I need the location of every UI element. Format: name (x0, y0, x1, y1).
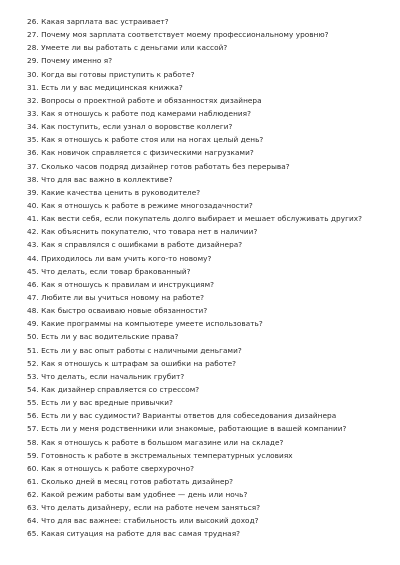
question-item: 48. Как быстро осваиваю новые обязанности? (27, 306, 208, 316)
question-item: 28. Умеете ли вы работать с деньгами или кассой? (27, 43, 228, 53)
question-item: 55. Есть ли у вас вредные привычки? (27, 398, 173, 408)
question-item: 45. Что делать, если товар бракованный? (27, 266, 191, 276)
question-item: 49. Какие программы на компьютере умеете использовать? (27, 319, 263, 329)
question-item: 34. Как поступить, если узнал о воровстве коллеги? (27, 122, 233, 132)
question-item: 27. Почему моя зарплата соответствует моему профессиональному уровню? (27, 30, 329, 40)
question-item: 46. Как я отношусь к правилам и инструкциям? (27, 279, 215, 289)
question-item: 32. Вопросы о проектной работе и обязанностях дизайнера (27, 95, 262, 105)
question-item: 39. Какие качества ценить в руководителе? (27, 187, 201, 197)
question-item: 42. Как объяснить покупателю, что товара нет в наличии? (27, 227, 258, 237)
question-item: 61. Сколько дней в месяц готов работать дизайнер? (27, 476, 234, 486)
question-item: 52. Как я отношусь к штрафам за ошибки на работе? (27, 358, 237, 368)
question-list (27, 15, 397, 541)
question-item: 57. Есть ли у меня родственники или знакомые, работающие в вашей компании? (27, 424, 347, 434)
question-item: 51. Есть ли у вас опыт работы с наличными деньгами? (27, 345, 242, 355)
question-item: 37. Сколько часов подряд дизайнер готов работать без перерыва? (27, 161, 290, 171)
question-item: 33. Как я отношусь к работе под камерами наблюдения? (27, 108, 252, 118)
question-item: 54. Как дизайнер справляется со стрессом? (27, 384, 200, 394)
question-item: 30. Когда вы готовы приступить к работе? (27, 69, 195, 79)
question-item: 35. Как я отношусь к работе стоя или на ногах целый день? (27, 135, 264, 145)
question-item: 60. Как я отношусь к работе сверхурочно? (27, 463, 195, 473)
question-item: 65. Какая ситуация на работе для вас самая трудная? (27, 529, 241, 539)
question-item: 56. Есть ли у вас судимости? Варианты ответов для собеседования дизайнера (27, 411, 337, 421)
question-item: 41. Как вести себя, если покупатель долго выбирает и мешает обслуживать других? (27, 214, 363, 224)
question-item: 62. Какой режим работы вам удобнее — день или ночь? (27, 490, 248, 500)
question-item: 36. Как новичок справляется с физическими нагрузками? (27, 148, 254, 158)
question-item: 38. Что для вас важно в коллективе? (27, 174, 173, 184)
question-item: 29. Почему именно я? (27, 56, 113, 66)
question-item: 64. Что для вас важнее: стабильность или высокий доход? (27, 516, 259, 526)
question-item: 40. Как я отношусь к работе в режиме многозадачности? (27, 200, 253, 210)
question-item: 50. Есть ли у вас водительские права? (27, 332, 179, 342)
question-item: 53. Что делать, если начальник грубит? (27, 371, 185, 381)
question-item: 63. Что делать дизайнеру, если на работе нечем заняться? (27, 503, 261, 513)
question-item: 44. Приходилось ли вам учить кого-то новому? (27, 253, 212, 263)
question-item: 43. Как я справлялся с ошибками в работе дизайнера? (27, 240, 243, 250)
question-item: 31. Есть ли у вас медицинская книжка? (27, 82, 183, 92)
question-item: 59. Готовность к работе в экстремальных температурных условиях (27, 450, 293, 460)
question-item: 58. Как я отношусь к работе в большом магазине или на складе? (27, 437, 284, 447)
question-item: 47. Любите ли вы учиться новому на работе? (27, 292, 205, 302)
question-item: 26. Какая зарплата вас устраивает? (27, 17, 169, 26)
